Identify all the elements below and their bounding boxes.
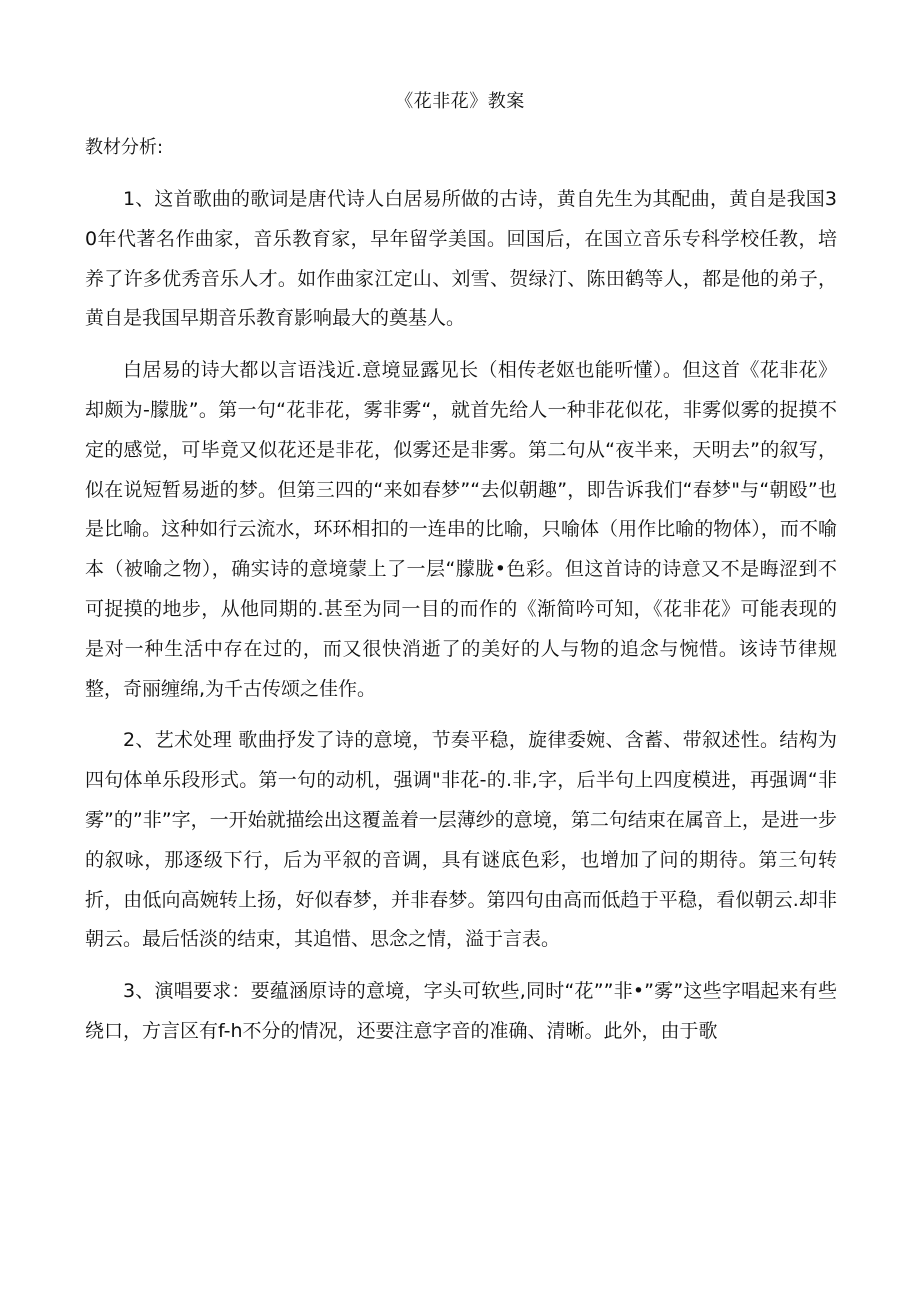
- paragraph-2-poem-analysis: 白居易的诗大都以言语浅近.意境显露见长（相传老妪也能听懂）。但这首《花非花》却颇为-朦胧”。第一句“花非花，雾非雾“，就首先给人一种非花似花，非雾似雾的捉摸不定的感觉，可毕竟又似花还是非花，似雾还是非雾。第二句从“夜半来，天明去”的叙写，似在说短暂易逝的梦。但第三四的“来如春梦”“去似朝趣”，即告诉我们“春梦"与“朝殴”也是比喻。这种如行云流水，环环相扣的一连串的比喻，只喻体（用作比喻的物体），而不喻本（被喻之物），确实诗的意境蒙上了一层“朦胧•色彩。但这首诗的诗意又不是晦涩到不可捉摸的地步，从他同期的.甚至为同一目的而作的《渐简吟可知，《花非花》可能表现的是对一种生活中存在过的，而又很快消逝了的美好的人与物的追念与惋惜。该诗节律规整，奇丽缠绵,为千古传颂之佳作。: [85, 359, 837, 700]
- paragraph-1-composer: 1、这首歌曲的歌词是唐代诗人白居易所做的古诗，黄自先生为其配曲，黄自是我国30年代著名作曲家，音乐教育家，早年留学美国。回国后，在国立音乐专科学校任教，培养了许多优秀音乐人才。如作曲家江定山、刘雪、贺绿汀、陈田鹤等人，都是他的弟子，黄自是我国早期音乐教育影响最大的奠基人。: [85, 188, 837, 330]
- section-heading: 教材分析:: [85, 137, 164, 158]
- paragraph-4-singing-requirements: 3、演唱要求：要蕴涵原诗的意境，字头可软些,同时“花””非•”雾”这些字唱起来有些绕口，方言区有f-h不分的情况，还要注意字音的准确、清晰。此外，由于歌: [85, 980, 837, 1042]
- paragraph-3-artistic-treatment: 2、艺术处理 歌曲抒发了诗的意境，节奏平稳，旋律委婉、含蓄、带叙述性。结构为四句体单乐段形式。第一句的动机，强调"非花-的.非,字，后半句上四度模进，再强调“非雾”的”非”字，一开始就描绘出这覆盖着一层薄纱的意境，第二句结束在属音上，是进一步的叙咏，那逐级下行，后为平叙的音调，具有谜底色彩，也增加了问的期待。第三句转折，由低向高婉转上扬，好似春梦，并非春梦。第四句由高而低趋于平稳，看似朝云.却非朝云。最后恬淡的结束，其追惜、思念之情，溢于言表。: [85, 729, 837, 951]
- document-body: [85, 180, 837, 1052]
- document-title: 《花非花》教案: [395, 91, 525, 112]
